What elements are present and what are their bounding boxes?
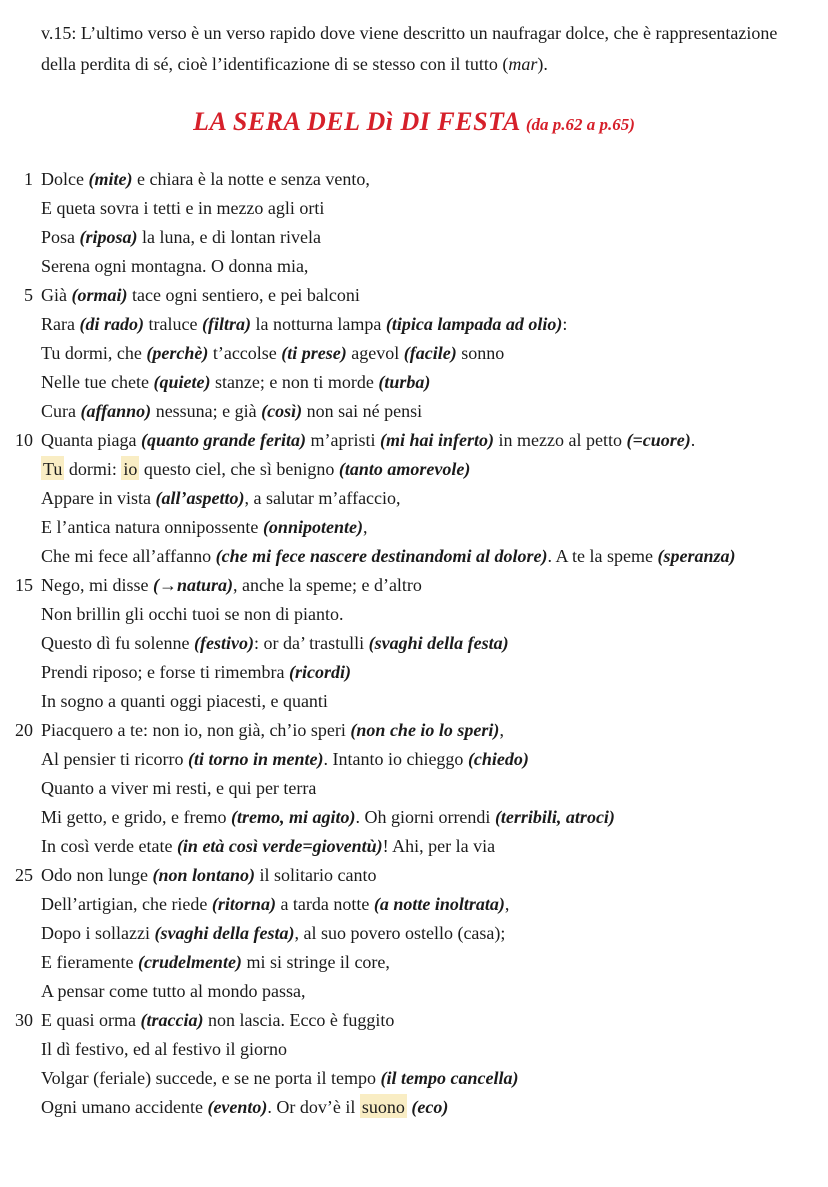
text-segment: , anche la speme; e d’altro bbox=[233, 575, 422, 595]
text-segment: ). bbox=[537, 54, 548, 74]
text-segment: stanze; e non ti morde bbox=[210, 372, 379, 392]
text-segment: mar bbox=[508, 54, 538, 74]
verse-line bbox=[0, 861, 828, 890]
verse-text bbox=[41, 343, 504, 363]
verse-text bbox=[41, 691, 328, 711]
text-segment: E l’antica natura onnipossente bbox=[41, 517, 263, 537]
verse-line bbox=[0, 426, 828, 455]
text-segment: E fieramente bbox=[41, 952, 138, 972]
text-segment: Questo dì fu solenne bbox=[41, 633, 194, 653]
verse-text bbox=[41, 1010, 394, 1030]
text-segment: Appare in vista bbox=[41, 488, 156, 508]
text-segment: Dolce bbox=[41, 169, 89, 189]
text-segment: (evento) bbox=[207, 1097, 268, 1117]
verse-line bbox=[0, 774, 828, 803]
text-segment: , al suo povero ostello (casa); bbox=[294, 923, 506, 943]
verse-line bbox=[0, 281, 828, 310]
verse-line bbox=[0, 1064, 828, 1093]
verse-line bbox=[0, 1006, 828, 1035]
verse-text bbox=[41, 923, 505, 943]
text-segment: questo ciel, che sì benigno bbox=[139, 459, 339, 479]
verse-text bbox=[41, 227, 321, 247]
text-segment: (speranza) bbox=[657, 546, 736, 566]
text-segment: Volgar (feriale) succede, e se ne porta il tempo bbox=[41, 1068, 381, 1088]
text-segment: (facile) bbox=[403, 343, 457, 363]
text-segment: In così verde etate bbox=[41, 836, 177, 856]
text-segment: (svaghi della festa) bbox=[368, 633, 509, 653]
text-segment: la notturna lampa bbox=[250, 314, 386, 334]
text-segment: (turba) bbox=[378, 372, 431, 392]
verse-line bbox=[0, 890, 828, 919]
verse-text bbox=[41, 749, 529, 769]
text-segment: (tanto amorevole) bbox=[338, 459, 471, 479]
text-segment: Odo non lunge bbox=[41, 865, 153, 885]
text-segment: . A te la speme bbox=[547, 546, 658, 566]
verse-line bbox=[0, 484, 828, 513]
text-segment: della perdita di sé, cioè l’identificazione di se stesso con il tutto ( bbox=[41, 54, 509, 74]
text-segment: (così) bbox=[261, 401, 303, 421]
verse-line bbox=[0, 571, 828, 600]
verse-text bbox=[41, 546, 736, 566]
poem-title bbox=[0, 106, 828, 141]
text-segment: (in età così verde=gioventù) bbox=[176, 836, 383, 856]
intro-line bbox=[41, 49, 798, 80]
text-segment: Dell’artigian, che riede bbox=[41, 894, 212, 914]
text-segment: (non lontano) bbox=[152, 865, 256, 885]
document-page bbox=[0, 18, 828, 1187]
text-segment: (crudelmente) bbox=[137, 952, 242, 972]
verse-text bbox=[41, 604, 343, 624]
text-segment: , bbox=[362, 517, 368, 537]
text-segment: Il dì festivo, ed al festivo il giorno bbox=[41, 1039, 287, 1059]
text-segment: , bbox=[504, 894, 510, 914]
text-segment: Nelle tue chete bbox=[41, 372, 154, 392]
text-segment: (ti torno in mente) bbox=[187, 749, 324, 769]
text-segment: Al pensier ti ricorro bbox=[41, 749, 188, 769]
highlighted-word: io bbox=[121, 456, 139, 480]
verse-text bbox=[41, 807, 615, 827]
text-segment: (ricordi) bbox=[288, 662, 351, 682]
text-segment: (festivo) bbox=[193, 633, 254, 653]
verse-text bbox=[41, 952, 390, 972]
verse-text bbox=[41, 401, 422, 421]
verse-line bbox=[0, 542, 828, 571]
text-segment: Posa bbox=[41, 227, 80, 247]
verse-line bbox=[0, 629, 828, 658]
verse-line bbox=[0, 1035, 828, 1064]
verse-text bbox=[41, 488, 401, 508]
text-segment: Rara bbox=[41, 314, 80, 334]
text-segment: E quasi orma bbox=[41, 1010, 141, 1030]
text-segment: (all’aspetto) bbox=[155, 488, 245, 508]
text-segment: Già bbox=[41, 285, 72, 305]
verse-text bbox=[41, 1039, 287, 1059]
text-segment: (eco) bbox=[411, 1097, 449, 1117]
text-segment: la luna, e di lontan rivela bbox=[137, 227, 321, 247]
text-segment: (ormai) bbox=[71, 285, 128, 305]
verse-text bbox=[41, 372, 430, 392]
text-segment: (filtra) bbox=[201, 314, 251, 334]
text-segment: traluce bbox=[143, 314, 202, 334]
verse-line bbox=[0, 368, 828, 397]
text-segment: : bbox=[562, 314, 568, 334]
verse-text bbox=[41, 198, 324, 218]
text-segment: agevol bbox=[346, 343, 404, 363]
text-segment: e chiara è la notte e senza vento, bbox=[132, 169, 370, 189]
text-segment: (mite) bbox=[88, 169, 133, 189]
text-segment: il solitario canto bbox=[255, 865, 377, 885]
text-segment: (onnipotente) bbox=[262, 517, 363, 537]
text-segment: (chiedo) bbox=[467, 749, 529, 769]
verse-line bbox=[0, 832, 828, 861]
text-segment: . bbox=[690, 430, 696, 450]
text-segment: . Intanto io chieggo bbox=[323, 749, 468, 769]
verse-line bbox=[0, 919, 828, 948]
text-segment: in mezzo al petto bbox=[494, 430, 627, 450]
text-segment: (→natura) bbox=[153, 575, 234, 595]
highlighted-word: suono bbox=[360, 1094, 407, 1118]
text-segment: (tipica lampada ad olio) bbox=[385, 314, 563, 334]
verse-text bbox=[41, 456, 470, 480]
verse-text bbox=[41, 575, 422, 595]
verse-line bbox=[0, 223, 828, 252]
text-segment: (ti prese) bbox=[281, 343, 347, 363]
text-segment: non lascia. Ecco è fuggito bbox=[203, 1010, 395, 1030]
text-segment: a tarda notte bbox=[275, 894, 374, 914]
text-segment: (svaghi della festa) bbox=[154, 923, 295, 943]
verse-number: 5 bbox=[24, 285, 33, 305]
text-segment: Cura bbox=[41, 401, 81, 421]
verse-text bbox=[41, 633, 509, 653]
text-segment: Ogni umano accidente bbox=[41, 1097, 208, 1117]
text-segment: Dopo i sollazzi bbox=[41, 923, 155, 943]
verse-line bbox=[0, 310, 828, 339]
text-segment: (riposa) bbox=[79, 227, 138, 247]
text-segment: (mi hai inferto) bbox=[379, 430, 494, 450]
text-segment: Non brillin gli occhi tuoi se non di pianto. bbox=[41, 604, 344, 624]
verse-number: 25 bbox=[15, 865, 33, 885]
text-segment: (tremo, mi agito) bbox=[230, 807, 356, 827]
verse-line bbox=[0, 165, 828, 194]
verse-line bbox=[0, 803, 828, 832]
verse-text bbox=[41, 169, 370, 189]
text-segment: (traccia) bbox=[140, 1010, 204, 1030]
text-segment: A pensar come tutto al mondo passa, bbox=[41, 981, 306, 1001]
text-segment: , a salutar m’affaccio, bbox=[244, 488, 401, 508]
verse-line bbox=[0, 948, 828, 977]
verse-text bbox=[41, 430, 695, 450]
verse-text bbox=[41, 720, 504, 740]
text-segment: Serena ogni montagna. O donna mia, bbox=[41, 256, 309, 276]
verse-line bbox=[0, 252, 828, 281]
verse-number: 1 bbox=[24, 169, 33, 189]
verse-line bbox=[0, 600, 828, 629]
text-segment: (affanno) bbox=[80, 401, 152, 421]
verse-text bbox=[41, 285, 360, 305]
text-segment: nessuna; e già bbox=[151, 401, 262, 421]
text-segment: Prendi riposo; e forse ti rimembra bbox=[41, 662, 289, 682]
text-segment: t’accolse bbox=[208, 343, 282, 363]
text-segment: In sogno a quanti oggi piacesti, e quanti bbox=[41, 691, 328, 711]
text-segment: Quanta piaga bbox=[41, 430, 141, 450]
text-segment: (che mi fece nascere destinandomi al dolore) bbox=[215, 546, 548, 566]
text-segment: (a notte inoltrata) bbox=[373, 894, 505, 914]
verse-line bbox=[0, 397, 828, 426]
verse-text bbox=[41, 836, 495, 856]
verse-text bbox=[41, 1068, 519, 1088]
text-segment: Tu dormi, che bbox=[41, 343, 147, 363]
text-segment: Quanto a viver mi resti, e qui per terra bbox=[41, 778, 317, 798]
text-segment: tace ogni sentiero, e pei balconi bbox=[127, 285, 360, 305]
verse-text bbox=[41, 865, 377, 885]
text-segment: . Oh giorni orrendi bbox=[355, 807, 495, 827]
intro-paragraph bbox=[41, 18, 798, 80]
verse-text bbox=[41, 981, 305, 1001]
verse-text bbox=[41, 517, 367, 537]
text-segment: m’apristi bbox=[305, 430, 380, 450]
verse-line bbox=[0, 716, 828, 745]
verse-number: 15 bbox=[15, 575, 33, 595]
text-segment: (ritorna) bbox=[211, 894, 276, 914]
highlighted-word: Tu bbox=[41, 456, 64, 480]
text-segment: : or da’ trastulli bbox=[253, 633, 369, 653]
text-segment: (il tempo cancella) bbox=[380, 1068, 519, 1088]
text-segment: (=cuore) bbox=[626, 430, 691, 450]
text-segment: non sai né pensi bbox=[302, 401, 423, 421]
text-segment: (quiete) bbox=[153, 372, 211, 392]
verse-number: 30 bbox=[15, 1010, 33, 1030]
verse-line bbox=[0, 339, 828, 368]
text-segment: sonno bbox=[456, 343, 505, 363]
intro-line bbox=[41, 18, 798, 49]
verse-text bbox=[41, 894, 509, 914]
text-segment: . Or dov’è il bbox=[267, 1097, 360, 1117]
text-segment: (quanto grande ferita) bbox=[140, 430, 306, 450]
text-segment: Mi getto, e grido, e fremo bbox=[41, 807, 231, 827]
verse-line bbox=[0, 513, 828, 542]
verse-line bbox=[0, 1093, 828, 1122]
verse-line bbox=[0, 194, 828, 223]
verse-number: 20 bbox=[15, 720, 33, 740]
poem-body bbox=[0, 165, 828, 1122]
text-segment: mi si stringe il core, bbox=[241, 952, 390, 972]
text-segment: , bbox=[499, 720, 504, 740]
text-segment: E queta sovra i tetti e in mezzo agli orti bbox=[41, 198, 325, 218]
text-segment: Nego, mi disse bbox=[41, 575, 153, 595]
verse-line bbox=[0, 977, 828, 1006]
text-segment: v.15: L’ultimo verso è un verso rapido dove viene descritto un naufragar dolce, che è rappresentazione bbox=[41, 23, 778, 43]
verse-text bbox=[41, 314, 567, 334]
verse-text bbox=[41, 256, 308, 276]
text-segment: Piacquero a te: non io, non già, ch’io speri bbox=[41, 720, 351, 740]
verse-line bbox=[0, 687, 828, 716]
verse-line bbox=[0, 745, 828, 774]
verse-text bbox=[41, 662, 351, 682]
verse-text bbox=[41, 778, 316, 798]
verse-line bbox=[0, 455, 828, 484]
verse-line bbox=[0, 658, 828, 687]
text-segment: dormi: bbox=[64, 459, 122, 479]
text-segment: (non che io lo speri) bbox=[350, 720, 500, 740]
text-segment: ! Ahi, per la via bbox=[382, 836, 496, 856]
text-segment: (terribili, atroci) bbox=[494, 807, 615, 827]
verse-text bbox=[41, 1094, 448, 1118]
verse-number: 10 bbox=[15, 430, 33, 450]
poem-title-text: LA SERA DEL Dì DI FESTA bbox=[193, 107, 521, 136]
text-segment: (di rado) bbox=[79, 314, 144, 334]
text-segment: Che mi fece all’affanno bbox=[41, 546, 216, 566]
poem-title-range: (da p.62 a p.65) bbox=[525, 115, 635, 134]
text-segment: (perchè) bbox=[146, 343, 209, 363]
